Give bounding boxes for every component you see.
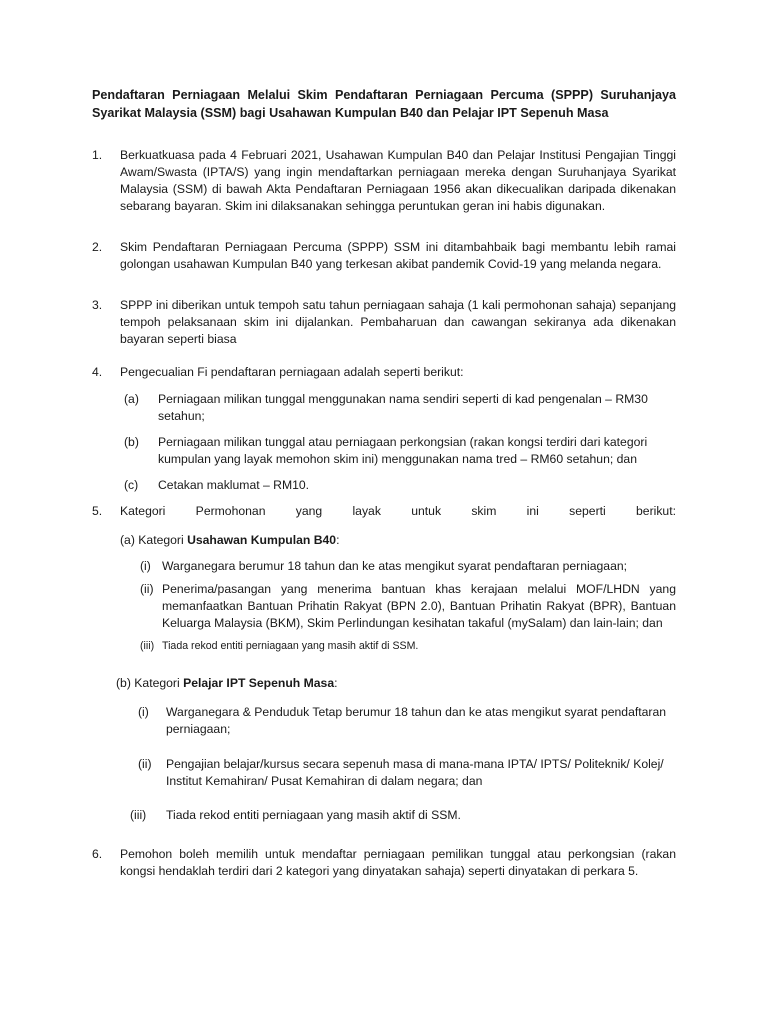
item-text: Penerima/pasangan yang menerima bantuan khas kerajaan melalui MOF/LHDN yang memanfaatkan Bantuan Prihatin Rakyat (BPN 2.0), Bantuan Prihatin Rakyat (BPR), Bantuan Keluarga Malaysia (BKM), Skim Perlindungan kesihatan takaful (mySalam) dan lain-lain; dan (162, 582, 676, 630)
category-prefix: (b) Kategori (116, 676, 184, 690)
item-label: (i) (140, 559, 151, 573)
paragraph-4 (92, 364, 676, 381)
item-label: (iii) (130, 808, 147, 822)
item-label: (ii) (140, 582, 154, 596)
item-label: (c) (124, 478, 139, 492)
paragraph-text: SPPP ini diberikan untuk tempoh satu tahun perniagaan sahaja (1 kali permohonan sahaja) sepanjang tempoh pelaksanaan skim ini dijalankan. Pembaharuan dan cawangan sekiranya ada dikenakan bayaran seperti biasa (120, 298, 676, 346)
item-text: Tiada rekod entiti perniagaan yang masih aktif di SSM. (162, 640, 419, 652)
fee-item-a (92, 391, 676, 425)
category-a-item-i (92, 558, 676, 575)
category-suffix: : (334, 676, 338, 690)
item-label: (b) (124, 435, 139, 449)
paragraph-1 (92, 147, 676, 215)
paragraph-number: 6. (92, 847, 103, 861)
paragraph-number: 3. (92, 298, 103, 312)
paragraph-text: Kategori Permohonan yang layak untuk skim ini seperti berikut: (120, 504, 676, 518)
paragraph-number: 1. (92, 148, 103, 162)
category-name: Usahawan Kumpulan B40 (187, 533, 337, 547)
item-label: (ii) (138, 757, 152, 771)
item-text: Warganegara berumur 18 tahun dan ke atas mengikut syarat pendaftaran perniagaan; (162, 559, 628, 573)
item-label: (iii) (140, 640, 155, 652)
paragraph-number: 4. (92, 365, 103, 379)
category-b-heading (116, 675, 676, 692)
category-a-item-ii (92, 581, 676, 632)
category-b-item-i (92, 704, 676, 738)
item-text: Cetakan maklumat – RM10. (158, 478, 310, 492)
paragraph-2 (92, 239, 676, 273)
paragraph-6 (92, 846, 676, 880)
category-b-item-ii (92, 756, 676, 790)
paragraph-text: Pengecualian Fi pendaftaran perniagaan adalah seperti berikut: (120, 365, 464, 379)
fee-item-c (92, 477, 676, 494)
category-suffix: : (336, 533, 340, 547)
item-text: Warganegara & Penduduk Tetap berumur 18 tahun dan ke atas mengikut syarat pendaftaran perniagaan; (166, 705, 667, 736)
paragraph-3 (92, 297, 676, 348)
item-text: Perniagaan milikan tunggal atau perniagaan perkongsian (rakan kongsi terdiri dari kategori kumpulan yang layak memohon skim ini) menggunakan nama tred – RM60 setahun; dan (158, 435, 648, 466)
paragraph-number: 5. (92, 504, 103, 518)
fee-item-b (92, 434, 676, 468)
item-text: Tiada rekod entiti perniagaan yang masih aktif di SSM. (166, 808, 461, 822)
item-label: (a) (124, 392, 139, 406)
paragraph-5 (92, 503, 676, 520)
paragraph-text: Pemohon boleh memilih untuk mendaftar perniagaan pemilikan tunggal atau perkongsian (rakan kongsi hendaklah terdiri dari 2 kategori yang dinyatakan sahaja) seperti dinyatakan di perkara 5. (120, 847, 676, 878)
category-b-item-iii (92, 807, 676, 824)
item-text: Perniagaan milikan tunggal menggunakan nama sendiri seperti di kad pengenalan – RM30 setahun; (158, 392, 648, 423)
item-label: (i) (138, 705, 149, 719)
category-name: Pelajar IPT Sepenuh Masa (183, 676, 335, 690)
paragraph-text: Berkuatkuasa pada 4 Februari 2021, Usahawan Kumpulan B40 dan Pelajar Institusi Pengajian Tinggi Awam/Swasta (IPTA/S) yang ingin mendaftarkan perniagaan mereka dengan Suruhanjaya Syarikat Malaysia (SSM) di bawah Akta Pendaftaran Perniagaan 1956 akan dikecualikan daripada dikenakan sebarang bayaran. Skim ini dilaksanakan sehingga peruntukan geran ini habis digunakan. (120, 148, 676, 213)
category-a-heading (120, 532, 676, 549)
item-text: Pengajian belajar/kursus secara sepenuh masa di mana-mana IPTA/ IPTS/ Politeknik/ Kolej/ Institut Kemahiran/ Pusat Kemahiran di dalam negara; dan (166, 757, 664, 788)
document-title: Pendaftaran Perniagaan Melalui Skim Pendaftaran Perniagaan Percuma (SPPP) Suruhanjaya Syarikat Malaysia (SSM) bagi Usahawan Kumpulan B40 dan Pelajar IPT Sepenuh Masa (92, 88, 676, 120)
category-a-item-iii (92, 638, 676, 655)
category-prefix: (a) Kategori (120, 533, 188, 547)
paragraph-number: 2. (92, 240, 103, 254)
paragraph-text: Skim Pendaftaran Perniagaan Percuma (SPPP) SSM ini ditambahbaik bagi membantu lebih ramai golongan usahawan Kumpulan B40 yang terkesan akibat pandemik Covid-19 yang melanda negara. (120, 240, 676, 271)
document-page (92, 86, 676, 880)
